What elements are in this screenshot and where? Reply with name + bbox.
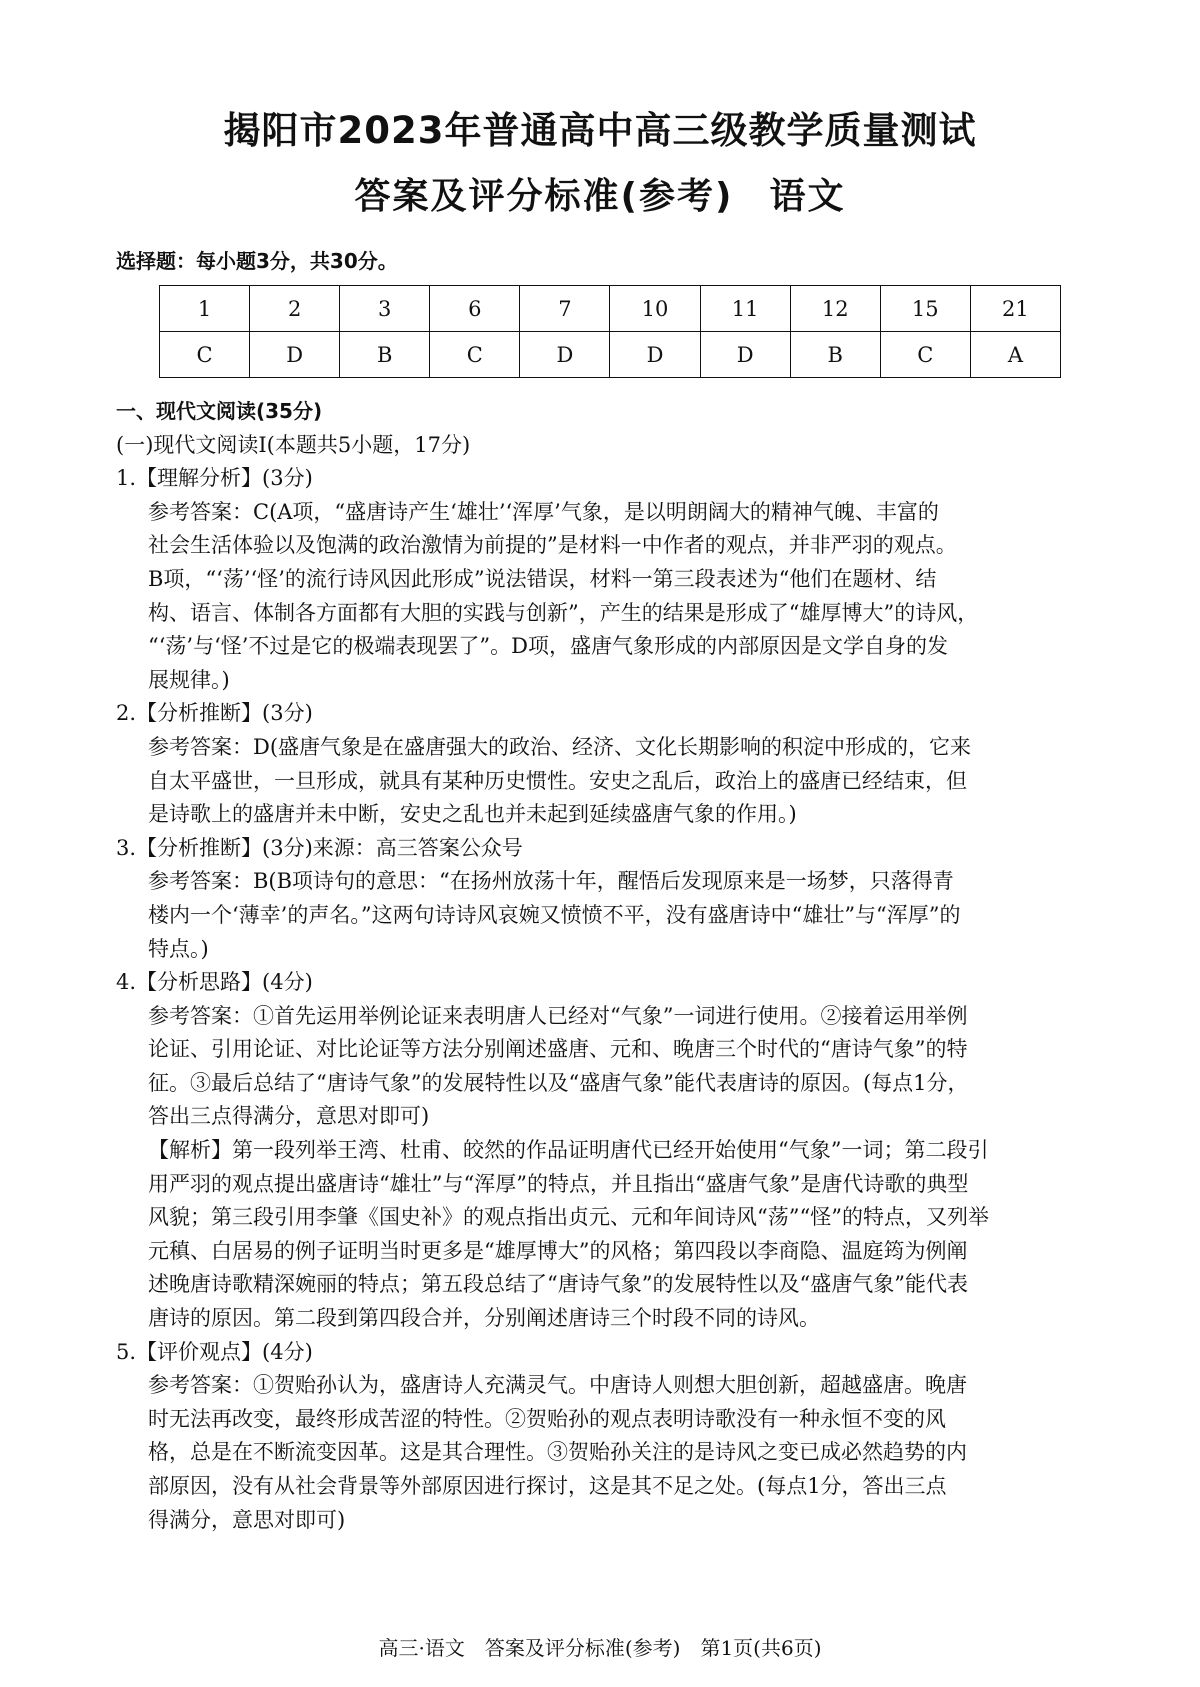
source-watermark: 来源：高三答案公众号 bbox=[312, 835, 523, 860]
question-heading: 5.【评价观点】(4分) bbox=[116, 1339, 313, 1364]
question-number: 15 bbox=[880, 286, 970, 332]
text-line: 参考答案：①贺贻孙认为，盛唐诗人充满灵气。中唐诗人则想大胆创新，超越盛唐。晚唐 bbox=[148, 1373, 967, 1398]
text-line: 展规律。) bbox=[148, 667, 230, 692]
text-line: 自太平盛世，一旦形成，就具有某种历史惯性。安史之乱后，政治上的盛唐已经结束，但 bbox=[148, 768, 967, 793]
text-line: “‘荡’与‘怪’不过是它的极端表现罢了”。D项，盛唐气象形成的内部原因是文学自身的发 bbox=[148, 634, 949, 659]
answer-letter: B bbox=[340, 332, 430, 378]
text-line: 楼内一个‘薄幸’的声名。”这两句诗诗风哀婉又愤愤不平，没有盛唐诗中“雄壮”与“浑厚”的 bbox=[148, 902, 961, 927]
answer-letter: C bbox=[430, 332, 520, 378]
page-subtitle bbox=[0, 168, 1200, 219]
question-number: 2 bbox=[250, 286, 340, 332]
subtitle-main: 答案及评分标准(参考) bbox=[354, 176, 734, 217]
answer-text bbox=[116, 1000, 1096, 1336]
text-line: B项，“‘荡’‘怪’的流行诗风因此形成”说法错误，材料一第三段表述为“他们在题材、结 bbox=[148, 566, 937, 591]
text-line: 答出三点得满分，意思对即可) bbox=[148, 1104, 430, 1129]
question-4 bbox=[116, 966, 1096, 1336]
text-line: 风貌；第三段引用李肇《国史补》的观点指出贞元、元和年间诗风“荡”“怪”的特点，又列举 bbox=[148, 1205, 989, 1230]
question-number: 6 bbox=[430, 286, 520, 332]
choice-note: 选择题：每小题3分，共30分。 bbox=[116, 249, 398, 273]
question-number: 7 bbox=[520, 286, 610, 332]
question-number: 10 bbox=[610, 286, 700, 332]
subsection-heading: (一)现代文阅读Ⅰ(本题共5小题，17分) bbox=[116, 432, 471, 457]
answer-letter: B bbox=[790, 332, 880, 378]
text-line: 元稹、白居易的例子证明当时更多是“雄厚博大”的风格；第四段以李商隐、温庭筠为例阐 bbox=[148, 1238, 968, 1263]
answer-text bbox=[116, 496, 1096, 698]
text-line: 得满分，意思对即可) bbox=[148, 1507, 346, 1532]
question-number: 1 bbox=[160, 286, 250, 332]
question-heading: 2.【分析推断】(3分) bbox=[116, 701, 313, 726]
answer-text bbox=[116, 731, 1096, 832]
text-line: 部原因，没有从社会背景等外部原因进行探讨，这是其不足之处。(每点1分，答出三点 bbox=[148, 1474, 947, 1498]
text-line: 参考答案：①首先运用举例论证来表明唐人已经对“气象”一词进行使用。②接着运用举例 bbox=[148, 1003, 968, 1028]
answer-text bbox=[116, 865, 1096, 966]
question-1 bbox=[116, 462, 1096, 697]
text-line: 特点。) bbox=[148, 936, 209, 961]
question-heading: 1.【理解分析】(3分) bbox=[116, 466, 313, 491]
answer-letter: A bbox=[970, 332, 1060, 378]
answer-content bbox=[116, 395, 1096, 1537]
answer-letter: D bbox=[610, 332, 700, 378]
question-2 bbox=[116, 697, 1096, 831]
text-line: 论证、引用论证、对比论证等方法分别阐述盛唐、元和、晚唐三个时代的“唐诗气象”的特 bbox=[148, 1037, 968, 1062]
text-line: 是诗歌上的盛唐并未中断，安史之乱也并未起到延续盛唐气象的作用。) bbox=[148, 802, 797, 827]
answer-text bbox=[116, 1369, 1096, 1537]
text-line: 唐诗的原因。第二段到第四段合并，分别阐述唐诗三个时段不同的诗风。 bbox=[148, 1306, 820, 1331]
text-line: 【解析】第一段列举王湾、杜甫、皎然的作品证明唐代已经开始使用“气象”一词；第二段引 bbox=[148, 1138, 989, 1163]
subject-label: 语文 bbox=[769, 176, 846, 217]
answer-row bbox=[160, 332, 1061, 378]
question-5 bbox=[116, 1336, 1096, 1538]
question-heading: 3.【分析推断】(3分) bbox=[116, 835, 313, 860]
text-line: 参考答案：B(B项诗句的意思：“在扬州放荡十年，醒悟后发现原来是一场梦，只落得青 bbox=[148, 869, 954, 894]
text-line: 社会生活体验以及饱满的政治激情为前提的”是材料一中作者的观点，并非严羽的观点。 bbox=[148, 533, 957, 558]
page-title: 揭阳市2023年普通高中高三级教学质量测试 bbox=[223, 109, 977, 152]
question-number: 21 bbox=[970, 286, 1060, 332]
answer-table bbox=[159, 285, 1061, 378]
text-line: 参考答案：D(盛唐气象是在盛唐强大的政治、经济、文化长期影响的积淀中形成的，它来 bbox=[148, 734, 972, 759]
question-heading: 4.【分析思路】(4分) bbox=[116, 970, 313, 995]
text-line: 参考答案：C(A项，“盛唐诗产生‘雄壮’‘浑厚’气象，是以明朗阔大的精神气魄、丰富的 bbox=[148, 499, 939, 524]
text-line: 格，总是在不断流变因革。这是其合理性。③贺贻孙关注的是诗风之变已成必然趋势的内 bbox=[148, 1440, 967, 1465]
section-heading: 一、现代文阅读(35分) bbox=[116, 399, 323, 423]
answer-letter: D bbox=[700, 332, 790, 378]
answer-letter: D bbox=[250, 332, 340, 378]
answer-letter: C bbox=[880, 332, 970, 378]
text-line: 征。③最后总结了“唐诗气象”的发展特性以及“盛唐气象”能代表唐诗的原因。(每点1分， bbox=[148, 1070, 969, 1095]
question-number: 11 bbox=[700, 286, 790, 332]
question-number-row bbox=[160, 286, 1061, 332]
answer-letter: C bbox=[160, 332, 250, 378]
answer-letter: D bbox=[520, 332, 610, 378]
question-heading-row bbox=[116, 832, 1096, 866]
question-3 bbox=[116, 832, 1096, 966]
text-line: 述晚唐诗歌精深婉丽的特点；第五段总结了“唐诗气象”的发展特性以及“盛唐气象”能代表 bbox=[148, 1272, 968, 1297]
text-line: 时无法再改变，最终形成苦涩的特性。②贺贻孙的观点表明诗歌没有一种永恒不变的风 bbox=[148, 1406, 946, 1431]
text-line: 用严羽的观点提出盛唐诗“雄壮”与“浑厚”的特点，并且指出“盛唐气象”是唐代诗歌的典型 bbox=[148, 1171, 969, 1196]
text-line: 构、语言、体制各方面都有大胆的实践与创新”，产生的结果是形成了“雄厚博大”的诗风， bbox=[148, 600, 979, 625]
page-footer: 高三·语文 答案及评分标准(参考) 第1页(共6页) bbox=[378, 1636, 822, 1660]
question-number: 3 bbox=[340, 286, 430, 332]
question-number: 12 bbox=[790, 286, 880, 332]
